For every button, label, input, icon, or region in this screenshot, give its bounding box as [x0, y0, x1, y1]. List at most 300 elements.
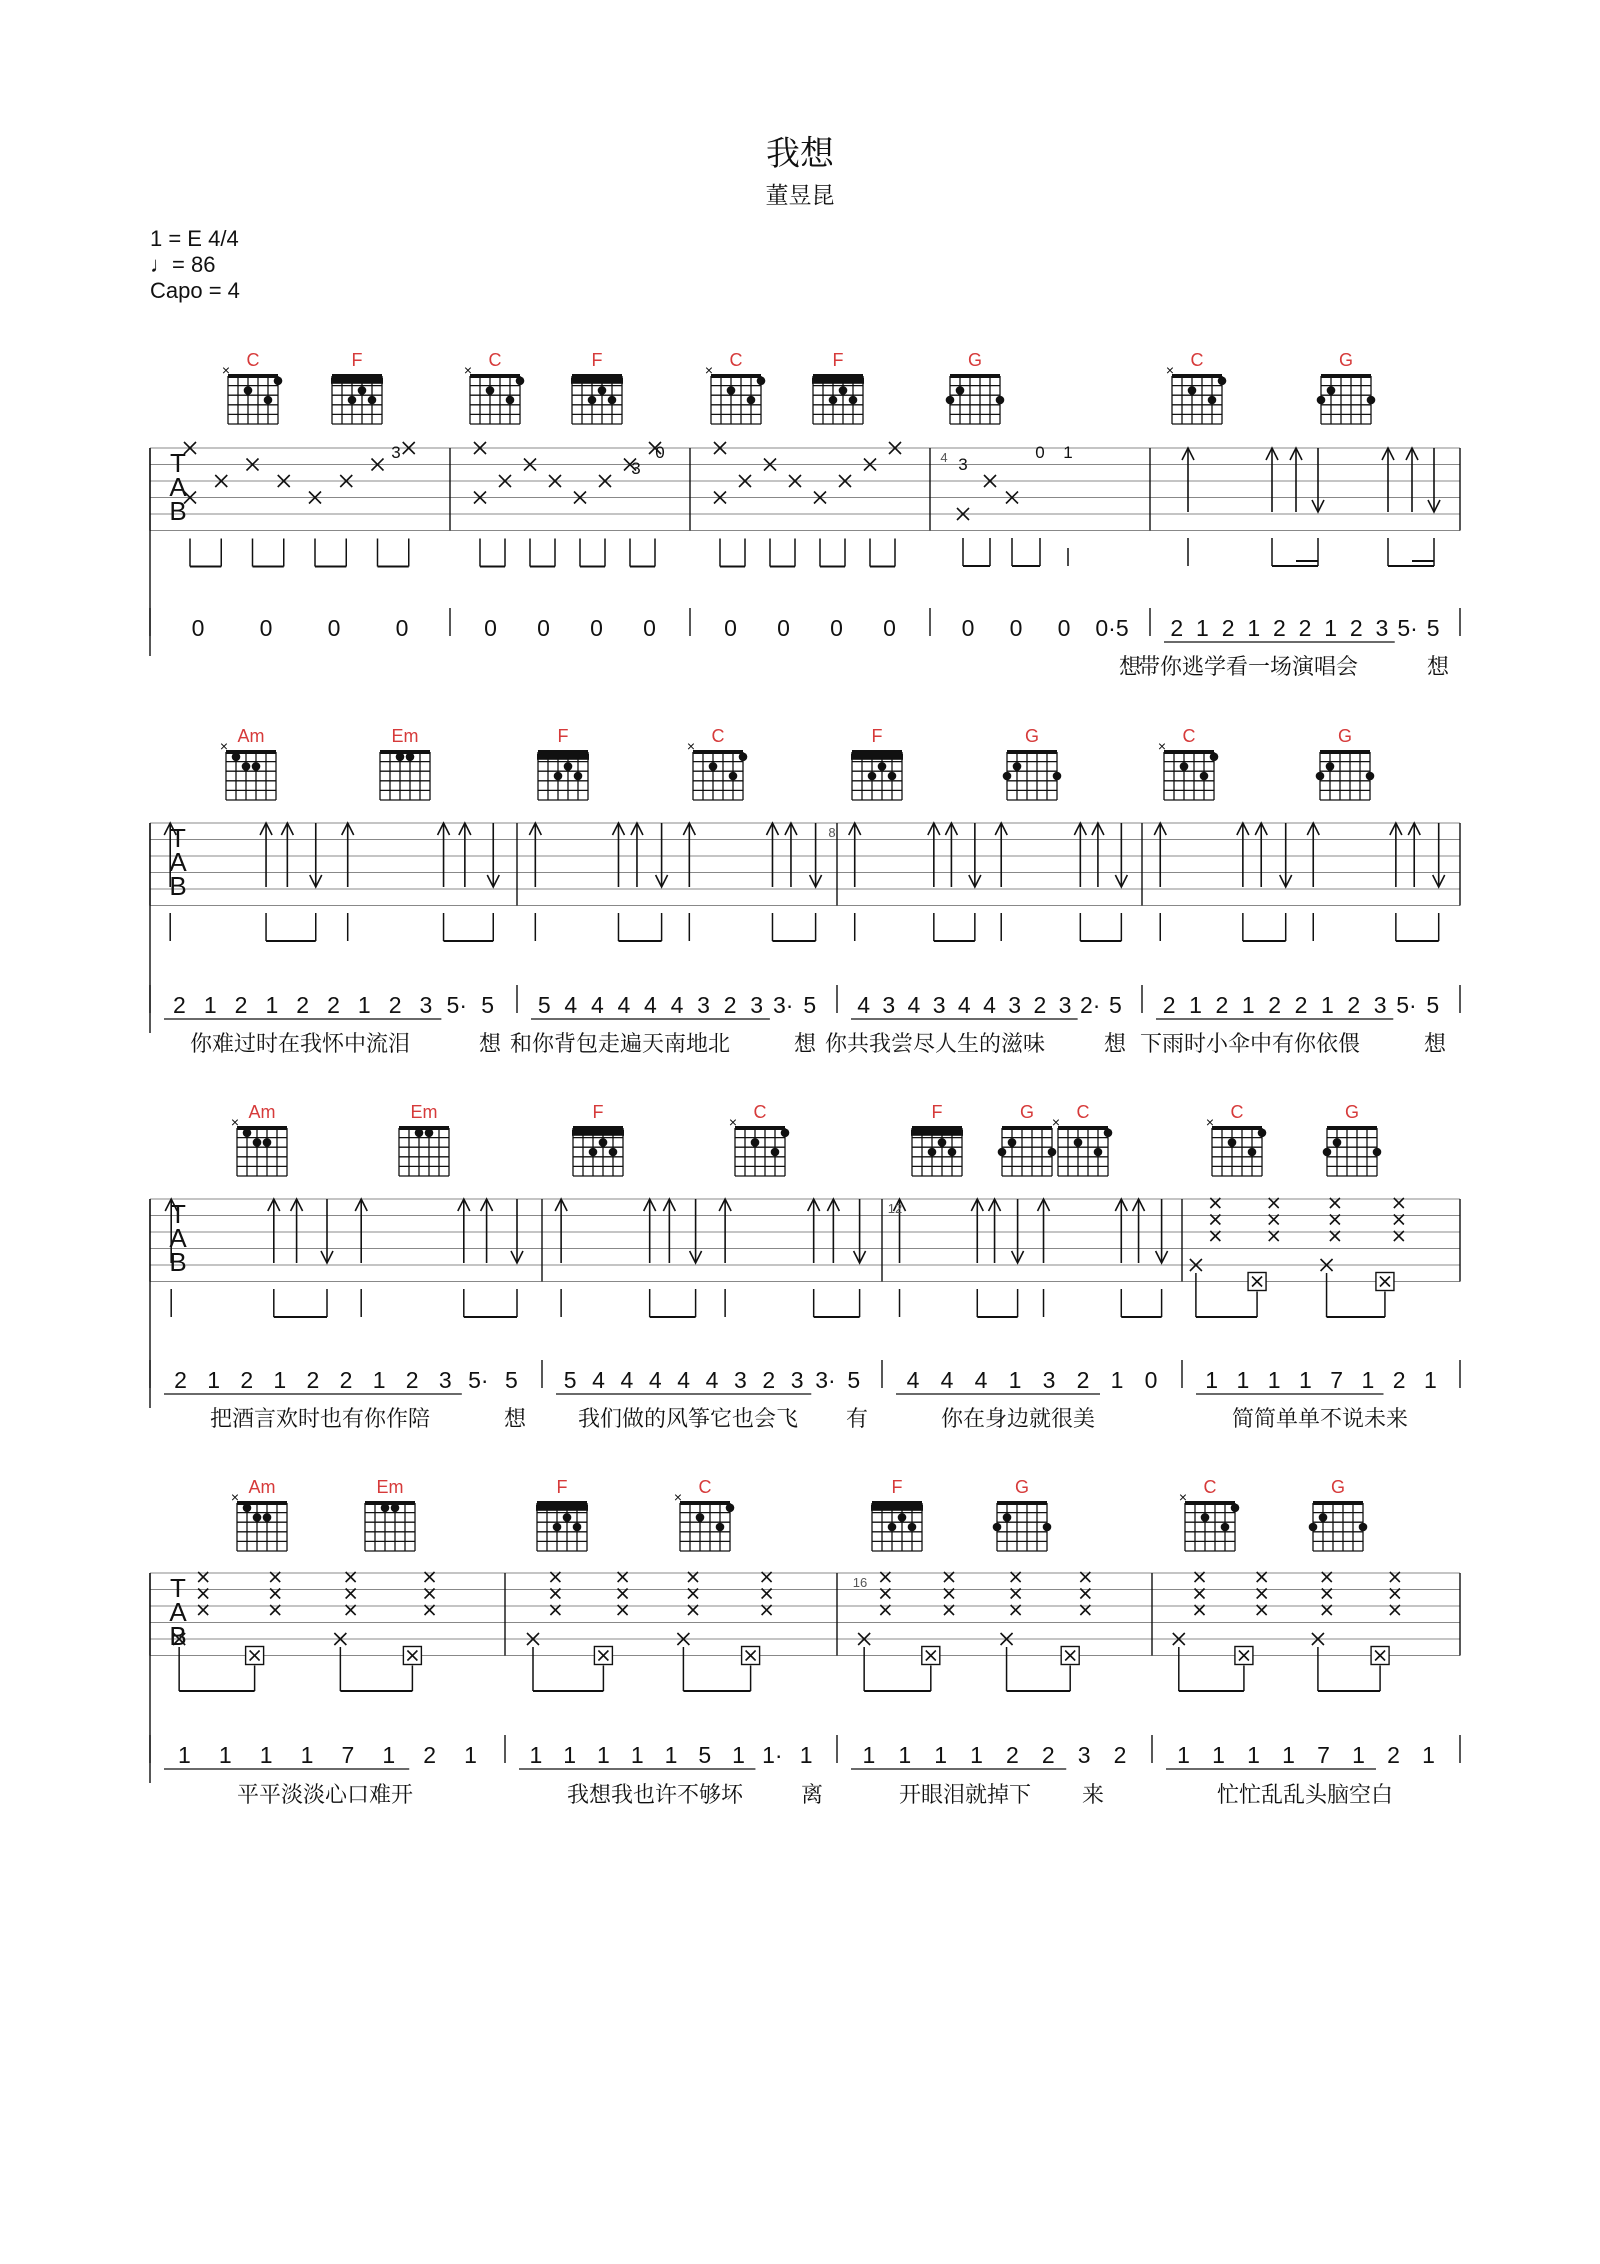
jianpu-note: 1: [372, 1367, 386, 1393]
jianpu-note: 2: [1392, 1367, 1406, 1393]
chord-diagram-c: [228, 376, 282, 424]
jianpu-note: 4: [564, 992, 578, 1018]
jianpu-note: 1: [1008, 1367, 1022, 1393]
chord-muted-string: ×: [1051, 1114, 1061, 1130]
jianpu-note: 3: [419, 992, 433, 1018]
jianpu-note: 4: [940, 1367, 954, 1393]
chord-finger-dot: [839, 386, 848, 395]
chord-name: G: [1014, 1477, 1030, 1497]
chord-name: C: [698, 1477, 712, 1497]
jianpu-note: 2·: [1080, 992, 1101, 1018]
chord-finger-dot: [1208, 396, 1217, 405]
chord-finger-dot: [1043, 1523, 1052, 1532]
fret-number: 3: [958, 455, 968, 474]
chord-finger-dot: [1366, 772, 1375, 781]
chord-finger-dot: [771, 1148, 780, 1157]
jianpu-note: 2: [1272, 615, 1286, 641]
chord-muted-string: ×: [463, 362, 473, 378]
jianpu-note: 5·: [1396, 992, 1417, 1018]
chord-finger-dot: [898, 1513, 907, 1522]
chord-finger-dot: [829, 396, 838, 405]
jianpu-note: 1: [1212, 1742, 1225, 1768]
jianpu-note: 3·: [772, 992, 794, 1018]
tempo-marking: ♩= 86: [150, 252, 216, 277]
tab-clef-a: A: [169, 847, 187, 877]
chord-diagram-g: [1309, 1503, 1368, 1551]
lyric-text: 你难过时在我怀中流泪: [189, 1032, 411, 1057]
chord-finger-dot: [348, 396, 357, 405]
tab-clef-b: B: [169, 1621, 187, 1651]
jianpu-note: 1: [1241, 992, 1255, 1018]
jianpu-note: 1: [464, 1742, 477, 1768]
chord-finger-dot: [1228, 1138, 1237, 1147]
jianpu-note: 4: [592, 1367, 605, 1393]
chord-name: Am: [248, 1102, 276, 1122]
jianpu-note: 1: [732, 1742, 745, 1768]
jianpu-note: 1: [934, 1742, 948, 1768]
tab-clef-t: T: [170, 1573, 186, 1603]
chord-finger-dot: [599, 1138, 608, 1147]
chord-finger-dot: [928, 1148, 937, 1157]
jianpu-note: 5: [563, 1367, 577, 1393]
jianpu-note: 1: [1205, 1367, 1219, 1393]
chord-name: F: [871, 726, 883, 746]
tab-clef-t: T: [170, 1199, 186, 1229]
chord-barre: [331, 378, 383, 384]
chord-finger-dot: [696, 1513, 705, 1522]
chord-finger-dot: [1201, 1513, 1210, 1522]
chord-finger-dot: [888, 1523, 897, 1532]
chord-finger-dot: [1008, 1138, 1017, 1147]
chord-name: C: [1076, 1102, 1090, 1122]
jianpu-note: 2: [1298, 615, 1312, 641]
chord-barre: [571, 378, 623, 384]
jianpu-note: 1: [218, 1742, 232, 1768]
chord-diagram-c: [1212, 1128, 1266, 1176]
chord-finger-dot: [589, 1148, 598, 1157]
jianpu-note: 5·: [446, 992, 467, 1018]
chord-finger-dot: [938, 1138, 947, 1147]
fret-number: 1: [1063, 443, 1073, 462]
jianpu-note: 1: [563, 1742, 577, 1768]
chord-muted-string: ×: [704, 362, 714, 378]
jianpu-note: 0: [1009, 615, 1023, 641]
jianpu-note: 1: [259, 1742, 273, 1768]
lyric-text: 开眼泪就掉下: [898, 1783, 1032, 1808]
chord-finger-dot: [264, 396, 273, 405]
chord-finger-dot: [263, 1138, 272, 1147]
chord-finger-dot: [849, 396, 858, 405]
chord-name: C: [1190, 350, 1204, 370]
jianpu-note: 2: [723, 992, 737, 1018]
chord-diagram-em: [380, 752, 430, 800]
chord-name: F: [931, 1102, 943, 1122]
chord-finger-dot: [1327, 386, 1336, 395]
jianpu-note: 0: [590, 615, 603, 641]
jianpu-note: 0: [484, 615, 497, 641]
chord-diagram-c: [711, 376, 765, 424]
chord-finger-dot: [1333, 1138, 1342, 1147]
chord-diagram-g: [1317, 376, 1376, 424]
jianpu-note: 5: [1426, 992, 1440, 1018]
jianpu-note: 3: [932, 992, 946, 1018]
jianpu-note: 1: [898, 1742, 912, 1768]
jianpu-note: 4: [670, 992, 684, 1018]
jianpu-note: 1: [529, 1742, 543, 1768]
chord-name: C: [753, 1102, 767, 1122]
chord-finger-dot: [506, 396, 515, 405]
chord-finger-dot: [727, 386, 736, 395]
chord-name: C: [1203, 1477, 1217, 1497]
jianpu-note: 5: [803, 992, 817, 1018]
chord-finger-dot: [564, 762, 573, 771]
jianpu-note: 2: [173, 992, 186, 1018]
jianpu-note: 4: [983, 992, 996, 1018]
chord-finger-dot: [253, 1513, 262, 1522]
chord-name: F: [557, 726, 569, 746]
chord-finger-dot: [1373, 1148, 1382, 1157]
chord-finger-dot: [252, 762, 261, 771]
chord-finger-dot: [908, 1523, 917, 1532]
jianpu-note: 1: [1422, 1742, 1435, 1768]
chord-diagram-f: [537, 752, 589, 800]
tab-clef-b: B: [169, 1247, 187, 1277]
jianpu-note: 2: [423, 1742, 437, 1768]
jianpu-note: 2: [1294, 992, 1308, 1018]
jianpu-note: 5: [847, 1367, 861, 1393]
chord-name: Em: [391, 726, 419, 746]
jianpu-note: 1: [1267, 1367, 1281, 1393]
jianpu-note: 0: [643, 615, 656, 641]
chord-finger-dot: [588, 396, 597, 405]
chord-diagram-f: [871, 1503, 923, 1551]
chord-finger-dot: [563, 1513, 572, 1522]
jianpu-note: 5·: [1397, 615, 1418, 641]
chord-finger-dot: [486, 386, 495, 395]
chord-name: F: [891, 1477, 903, 1497]
jianpu-note: 4: [590, 992, 604, 1018]
jianpu-note: 1: [1361, 1367, 1375, 1393]
chord-muted-string: ×: [1178, 1489, 1188, 1505]
jianpu-note: 2: [1387, 1742, 1400, 1768]
chord-muted-string: ×: [1157, 738, 1167, 754]
chord-muted-string: ×: [728, 1114, 738, 1130]
tab-clef-t: T: [170, 448, 186, 478]
chord-finger-dot: [573, 1523, 582, 1532]
jianpu-note: 3: [733, 1367, 747, 1393]
chord-finger-dot: [1359, 1523, 1368, 1532]
chord-finger-dot: [358, 386, 367, 395]
chord-diagram-f: [812, 376, 864, 424]
chord-name: C: [1182, 726, 1196, 746]
jianpu-note: 3: [438, 1367, 452, 1393]
chord-diagram-c: [1164, 752, 1218, 800]
chord-finger-dot: [948, 1148, 957, 1157]
jianpu-note: 1: [1110, 1367, 1124, 1393]
jianpu-note: 4: [644, 992, 657, 1018]
chord-barre: [911, 1130, 963, 1136]
jianpu-note: 2: [762, 1367, 776, 1393]
lyric-text: 带你逃学看一场演唱会: [1137, 655, 1359, 680]
jianpu-note: 1: [203, 992, 217, 1018]
chord-finger-dot: [1013, 762, 1022, 771]
chord-finger-dot: [1326, 762, 1335, 771]
jianpu-note: 4: [620, 1367, 634, 1393]
chord-finger-dot: [1003, 772, 1012, 781]
jianpu-note: 2: [1162, 992, 1176, 1018]
chord-diagram-c: [1058, 1128, 1112, 1176]
chord-finger-dot: [709, 762, 718, 771]
chord-finger-dot: [996, 396, 1005, 405]
chord-finger-dot: [878, 762, 887, 771]
chord-finger-dot: [1200, 772, 1209, 781]
chord-finger-dot: [574, 772, 583, 781]
chord-finger-dot: [1319, 1513, 1328, 1522]
measure-number: 4: [940, 450, 948, 465]
tab-clef-a: A: [169, 1223, 187, 1253]
chord-name: G: [1330, 1477, 1346, 1497]
jianpu-note: 2: [296, 992, 310, 1018]
chord-finger-dot: [1317, 396, 1326, 405]
chord-diagram-em: [365, 1503, 415, 1551]
chord-barre: [812, 378, 864, 384]
chord-diagram-c: [470, 376, 524, 424]
jianpu-note: 1: [1352, 1742, 1365, 1768]
chord-name: G: [1344, 1102, 1360, 1122]
measure-number: 12: [887, 1201, 903, 1216]
chord-finger-dot: [1248, 1148, 1257, 1157]
jianpu-note: 2: [388, 992, 402, 1018]
chord-diagram-c: [1185, 1503, 1239, 1551]
chord-diagram-am: [237, 1128, 287, 1176]
jianpu-note: 3: [1077, 1742, 1091, 1768]
chord-name: G: [1019, 1102, 1035, 1122]
jianpu-note: 5: [537, 992, 551, 1018]
chord-finger-dot: [993, 1523, 1002, 1532]
jianpu-note: 3: [1373, 992, 1387, 1018]
jianpu-note: 4: [705, 1367, 719, 1393]
jianpu-note: 1: [207, 1367, 221, 1393]
jianpu-note: 2: [1221, 615, 1235, 641]
chord-diagram-c: [693, 752, 747, 800]
chord-diagram-c: [735, 1128, 789, 1176]
chord-diagram-g: [998, 1128, 1057, 1176]
jianpu-note: 7: [1317, 1742, 1330, 1768]
jianpu-note: 2: [1033, 992, 1047, 1018]
chord-diagram-am: [226, 752, 276, 800]
chord-muted-string: ×: [221, 362, 231, 378]
jianpu-note: 5: [505, 1367, 518, 1393]
jianpu-note: 1: [862, 1742, 876, 1768]
jianpu-note: 1: [300, 1742, 314, 1768]
jianpu-note: 2: [1268, 992, 1282, 1018]
jianpu-note: 1: [1236, 1367, 1250, 1393]
song-title: 我想: [766, 134, 834, 174]
jianpu-note: 0: [537, 615, 550, 641]
jianpu-note: 1: [1247, 1742, 1260, 1768]
chord-diagram-f: [331, 376, 383, 424]
tab-clef-a: A: [169, 1597, 187, 1627]
jianpu-note: 1: [273, 1367, 287, 1393]
jianpu-note: 2: [1041, 1742, 1055, 1768]
lyric-text: 下雨时小伞中有你依偎: [1139, 1032, 1361, 1057]
chord-name: F: [592, 1102, 604, 1122]
chord-diagram-f: [911, 1128, 963, 1176]
chord-diagram-c: [680, 1503, 734, 1551]
jianpu-note: 4: [957, 992, 971, 1018]
jianpu-note: 2: [1349, 615, 1363, 641]
jianpu-note: 1: [1247, 615, 1261, 641]
jianpu-note: 1: [1177, 1742, 1190, 1768]
chord-name: F: [832, 350, 844, 370]
chord-name: C: [246, 350, 260, 370]
measure-number: 16: [852, 1575, 868, 1590]
jianpu-note: 1: [1189, 992, 1202, 1018]
jianpu-note: 2: [1006, 1742, 1019, 1768]
jianpu-note: 0: [961, 615, 975, 641]
jianpu-note: 1: [1320, 992, 1334, 1018]
jianpu-note: 5: [481, 992, 494, 1018]
lyric-text: 忙忙乱乱头脑空白: [1216, 1783, 1394, 1808]
chord-barre: [537, 754, 589, 760]
lyric-text: 离: [800, 1783, 824, 1808]
chord-name: C: [1230, 1102, 1244, 1122]
chord-barre: [572, 1130, 624, 1136]
jianpu-note: 5: [1426, 615, 1440, 641]
lyric-text: 简简单单不说未来: [1231, 1407, 1409, 1432]
chord-finger-dot: [729, 772, 738, 781]
chord-name: G: [1338, 350, 1354, 370]
chord-diagram-f: [571, 376, 623, 424]
jianpu-note: 3: [1008, 992, 1022, 1018]
chord-finger-dot: [1048, 1148, 1057, 1157]
chord-name: G: [967, 350, 983, 370]
chord-diagram-g: [1323, 1128, 1382, 1176]
jianpu-note: 5·: [468, 1367, 489, 1393]
chord-diagram-g: [1003, 752, 1062, 800]
lyric-text: 想: [1103, 1032, 1127, 1057]
tab-clef-b: B: [169, 871, 187, 901]
chord-barre: [536, 1505, 588, 1511]
chord-finger-dot: [888, 772, 897, 781]
chord-muted-string: ×: [673, 1489, 683, 1505]
jianpu-note: 1: [357, 992, 371, 1018]
jianpu-note: 4: [906, 1367, 920, 1393]
jianpu-note: 0: [1057, 615, 1071, 641]
jianpu-note: 0: [724, 615, 737, 641]
chord-finger-dot: [554, 772, 563, 781]
tab-clef-b: B: [169, 496, 187, 526]
jianpu-note: 2: [339, 1367, 353, 1393]
jianpu-note: 4: [857, 992, 870, 1018]
chord-name: Em: [410, 1102, 438, 1122]
measure-number: 8: [828, 825, 836, 840]
jianpu-note: 2: [1170, 615, 1184, 641]
chord-finger-dot: [244, 386, 253, 395]
chord-finger-dot: [263, 1513, 272, 1522]
chord-finger-dot: [1221, 1523, 1230, 1532]
chord-finger-dot: [956, 386, 965, 395]
jianpu-note: 1: [1196, 615, 1209, 641]
lyric-text: 平平淡淡心口难开: [236, 1783, 414, 1808]
chord-finger-dot: [1180, 762, 1189, 771]
chord-muted-string: ×: [1205, 1114, 1215, 1130]
jianpu-note: 4: [974, 1367, 988, 1393]
jianpu-note: 0: [830, 615, 843, 641]
jianpu-note: 2: [1076, 1367, 1090, 1393]
chord-name: Am: [237, 726, 265, 746]
jianpu-note: 0: [395, 615, 409, 641]
jianpu-note: 3: [1058, 992, 1072, 1018]
chord-finger-dot: [1323, 1148, 1332, 1157]
chord-name: F: [591, 350, 603, 370]
chord-muted-string: ×: [230, 1114, 240, 1130]
lyric-text: 想: [503, 1407, 527, 1432]
fret-number: 0: [655, 443, 665, 462]
chord-barre: [851, 754, 903, 760]
chord-finger-dot: [608, 396, 617, 405]
chord-finger-dot: [598, 386, 607, 395]
chord-name: G: [1024, 726, 1040, 746]
chord-diagram-f: [572, 1128, 624, 1176]
jianpu-note: 4: [677, 1367, 691, 1393]
chord-finger-dot: [1094, 1148, 1103, 1157]
chord-muted-string: ×: [230, 1489, 240, 1505]
chord-diagram-am: [237, 1503, 287, 1551]
chord-muted-string: ×: [219, 738, 229, 754]
lyric-text: 想: [1118, 655, 1142, 680]
chord-diagram-em: [399, 1128, 449, 1176]
jianpu-note: 1: [1324, 615, 1338, 641]
chord-finger-dot: [253, 1138, 262, 1147]
chord-diagram-f: [536, 1503, 588, 1551]
jianpu-note: 0: [1144, 1367, 1158, 1393]
chord-finger-dot: [1309, 1523, 1318, 1532]
lyric-text: 有: [845, 1407, 869, 1432]
jianpu-note: 0·5: [1095, 615, 1129, 641]
chord-diagram-g: [993, 1503, 1052, 1551]
chord-diagram-g: [1316, 752, 1375, 800]
jianpu-note: 2: [234, 992, 248, 1018]
jianpu-note: 2: [327, 992, 340, 1018]
lyric-text: 你在身边就很美: [940, 1407, 1096, 1432]
jianpu-note: 3: [1042, 1367, 1056, 1393]
chord-finger-dot: [751, 1138, 760, 1147]
jianpu-note: 0: [259, 615, 273, 641]
jianpu-note: 2: [1215, 992, 1229, 1018]
jianpu-note: 2: [1347, 992, 1361, 1018]
jianpu-note: 0: [777, 615, 790, 641]
jianpu-note: 1·: [762, 1742, 783, 1768]
jianpu-note: 1: [1423, 1367, 1437, 1393]
lyric-text: 你共我尝尽人生的滋味: [824, 1032, 1046, 1057]
jianpu-note: 1: [970, 1742, 983, 1768]
jianpu-note: 3·: [815, 1367, 836, 1393]
jianpu-note: 2: [306, 1367, 320, 1393]
jianpu-note: 3: [1375, 615, 1389, 641]
chord-finger-dot: [868, 772, 877, 781]
jianpu-note: 1: [664, 1742, 678, 1768]
jianpu-note: 5: [1109, 992, 1122, 1018]
chord-finger-dot: [368, 396, 377, 405]
chord-muted-string: ×: [686, 738, 696, 754]
chord-name: C: [711, 726, 725, 746]
jianpu-note: 2: [1113, 1742, 1127, 1768]
chord-finger-dot: [1053, 772, 1062, 781]
jianpu-note: 5: [698, 1742, 712, 1768]
chord-diagram-f: [851, 752, 903, 800]
chord-finger-dot: [1074, 1138, 1083, 1147]
